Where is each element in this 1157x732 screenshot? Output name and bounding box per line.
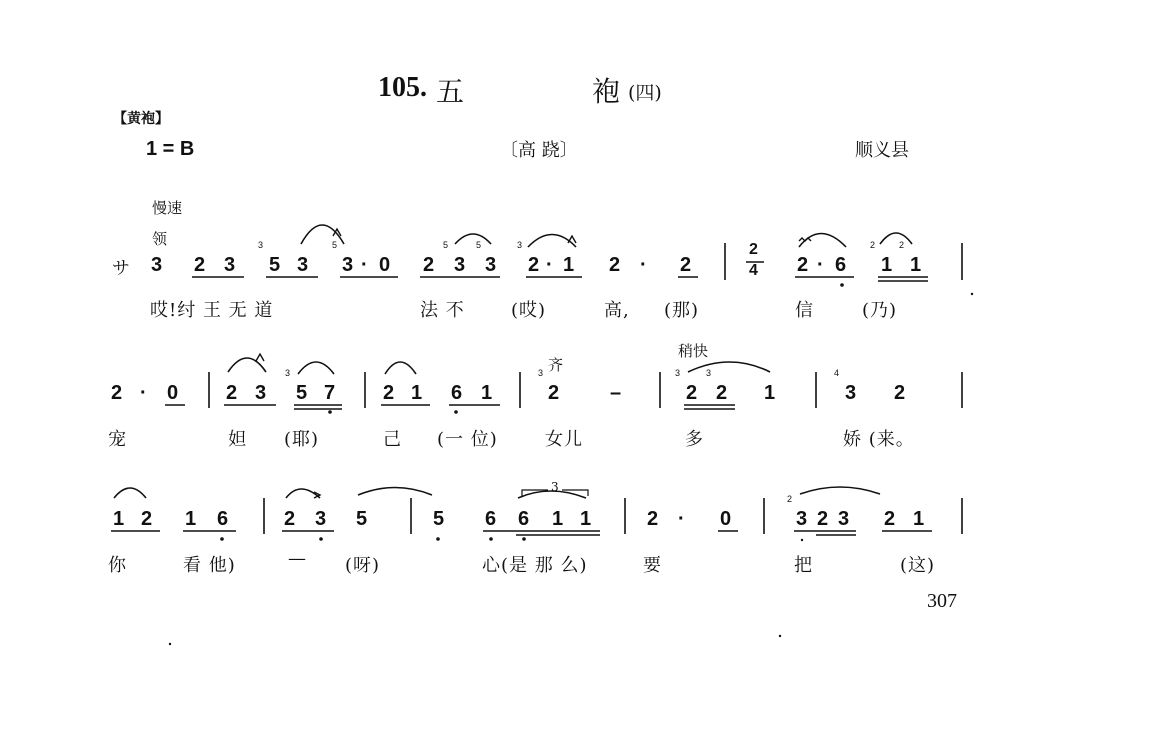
slur xyxy=(301,225,344,244)
slur xyxy=(800,487,880,494)
note: 0 xyxy=(167,382,179,404)
grace-note: 5 xyxy=(476,240,482,250)
lead-singer-marking: 领 xyxy=(152,230,168,248)
lyric: 己 xyxy=(383,429,402,450)
note: 6 xyxy=(518,508,530,530)
lyric: 哎!纣 王 无 道 xyxy=(150,300,274,321)
lyric: 心(是 那 么) xyxy=(482,555,588,576)
note: 0 xyxy=(720,508,732,530)
note: 1 xyxy=(113,508,125,530)
lyric: — xyxy=(288,548,307,569)
title-part1: 五 xyxy=(436,75,465,108)
lyric: 你 xyxy=(108,555,127,576)
note: 5 xyxy=(296,382,308,404)
note: 2 xyxy=(647,508,659,530)
title-suffix: (四) xyxy=(628,82,662,104)
note: 2 xyxy=(817,508,829,530)
lyric: (一 位) xyxy=(437,429,498,450)
lyric: (那) xyxy=(664,300,700,321)
lyric: (耶) xyxy=(284,429,320,450)
lyric: (呀) xyxy=(345,555,381,576)
note: 3 xyxy=(255,382,267,404)
extension-dash: – xyxy=(610,382,622,404)
note: 3 xyxy=(342,254,354,276)
note: 2 xyxy=(609,254,621,276)
note: 1 xyxy=(552,508,564,530)
note: 2 xyxy=(716,382,728,404)
note: 2 xyxy=(284,508,296,530)
lyric: 法 不 xyxy=(420,300,465,321)
grace-note: 3 xyxy=(517,240,523,250)
grace-note: 3 xyxy=(675,368,681,378)
grace-note: 4 xyxy=(834,368,840,378)
note: 3 xyxy=(845,382,857,404)
note: 0 xyxy=(379,254,391,276)
grace-note: 2 xyxy=(870,240,876,250)
note: 2 xyxy=(797,254,809,276)
slurs xyxy=(114,225,912,498)
note: 2 xyxy=(423,254,435,276)
lyric: (乃) xyxy=(862,300,898,321)
note: 6 xyxy=(835,254,847,276)
note: 3 xyxy=(297,254,309,276)
slur xyxy=(518,491,586,498)
grace-note: 3 xyxy=(538,368,544,378)
key-signature: 1 = B xyxy=(146,138,195,160)
note: 5 xyxy=(433,508,445,530)
note: 3 xyxy=(838,508,850,530)
note: 1 xyxy=(185,508,197,530)
dot: · xyxy=(678,508,685,530)
note: 3 xyxy=(315,508,327,530)
note: 6 xyxy=(485,508,497,530)
grace-note: 3 xyxy=(706,368,712,378)
slur xyxy=(228,358,266,372)
slur xyxy=(286,489,320,498)
note: 2 xyxy=(884,508,896,530)
note: 2 xyxy=(894,382,906,404)
tempo-marking-slow: 慢速 xyxy=(152,199,183,217)
grace-note: 2 xyxy=(899,240,905,250)
note: 1 xyxy=(481,382,493,404)
page-number: 307 xyxy=(927,590,957,612)
slur xyxy=(455,234,491,244)
accent-marks xyxy=(256,229,811,498)
slur xyxy=(298,362,334,374)
slur xyxy=(880,233,912,244)
accent-mark xyxy=(256,354,264,361)
lyric: 看 他) xyxy=(183,555,236,576)
lyric: 信 xyxy=(795,300,814,321)
note: 1 xyxy=(913,508,925,530)
note: 6 xyxy=(451,382,463,404)
accent-mark xyxy=(568,236,576,243)
lyric: 妲 xyxy=(228,429,247,450)
note: 2 xyxy=(680,254,692,276)
dot: · xyxy=(361,254,368,276)
lyric: 多 xyxy=(685,429,704,450)
note: 2 xyxy=(548,382,560,404)
note: 1 xyxy=(580,508,592,530)
note: 3 xyxy=(454,254,466,276)
slur xyxy=(358,488,432,496)
note: 2 xyxy=(194,254,206,276)
note: 2 xyxy=(226,382,238,404)
lyric: 娇 (来。 xyxy=(843,429,915,450)
note: 5 xyxy=(356,508,368,530)
slur xyxy=(688,362,770,372)
free-meter-sign: サ xyxy=(112,258,130,279)
note: 3 xyxy=(224,254,236,276)
grace-note: 3 xyxy=(258,240,264,250)
slur xyxy=(114,488,146,498)
note: 2 xyxy=(686,382,698,404)
location-label: 顺义县 xyxy=(855,140,909,161)
dot: · xyxy=(640,254,647,276)
lyric: 宠 xyxy=(108,429,127,450)
lyric: 要 xyxy=(643,555,662,576)
note: 1 xyxy=(881,254,893,276)
note: 1 xyxy=(764,382,776,404)
note: 2 xyxy=(111,382,123,404)
note: 6 xyxy=(217,508,229,530)
lyric: 高, xyxy=(604,300,630,321)
lyric: (这) xyxy=(900,555,936,576)
song-number: 105. xyxy=(378,72,427,103)
note: 2 xyxy=(383,382,395,404)
lyric: 女儿 xyxy=(545,429,583,450)
lyric: (哎) xyxy=(511,300,547,321)
lyric: 把 xyxy=(794,555,813,576)
note: 2 xyxy=(528,254,540,276)
grace-note: 3 xyxy=(285,368,291,378)
note: 3 xyxy=(151,254,163,276)
triplet-marking: 3 xyxy=(551,480,559,494)
dot: · xyxy=(817,254,824,276)
note: 5 xyxy=(269,254,281,276)
note: 3 xyxy=(485,254,497,276)
tempo-marking-faster: 稍快 xyxy=(678,342,709,360)
style-label: 〔高 跷〕 xyxy=(500,140,578,161)
tune-label: 【黄袍】 xyxy=(113,111,169,127)
note: 1 xyxy=(411,382,423,404)
dot: · xyxy=(140,382,147,404)
note: 1 xyxy=(910,254,922,276)
dot: · xyxy=(546,254,553,276)
grace-note: 5 xyxy=(443,240,449,250)
time-signature-top: 2 xyxy=(749,241,758,258)
slur xyxy=(385,362,416,374)
title-part2: 袍 xyxy=(592,75,621,108)
grace-note: 2 xyxy=(787,494,793,504)
note: 1 xyxy=(563,254,575,276)
grace-note: 5 xyxy=(332,240,338,250)
octave-dots xyxy=(169,283,973,645)
note: 2 xyxy=(141,508,153,530)
note: 3 xyxy=(796,508,808,530)
time-signature-bottom: 4 xyxy=(749,262,758,279)
chorus-marking: 齐 xyxy=(548,356,564,374)
note: 7 xyxy=(324,382,336,404)
